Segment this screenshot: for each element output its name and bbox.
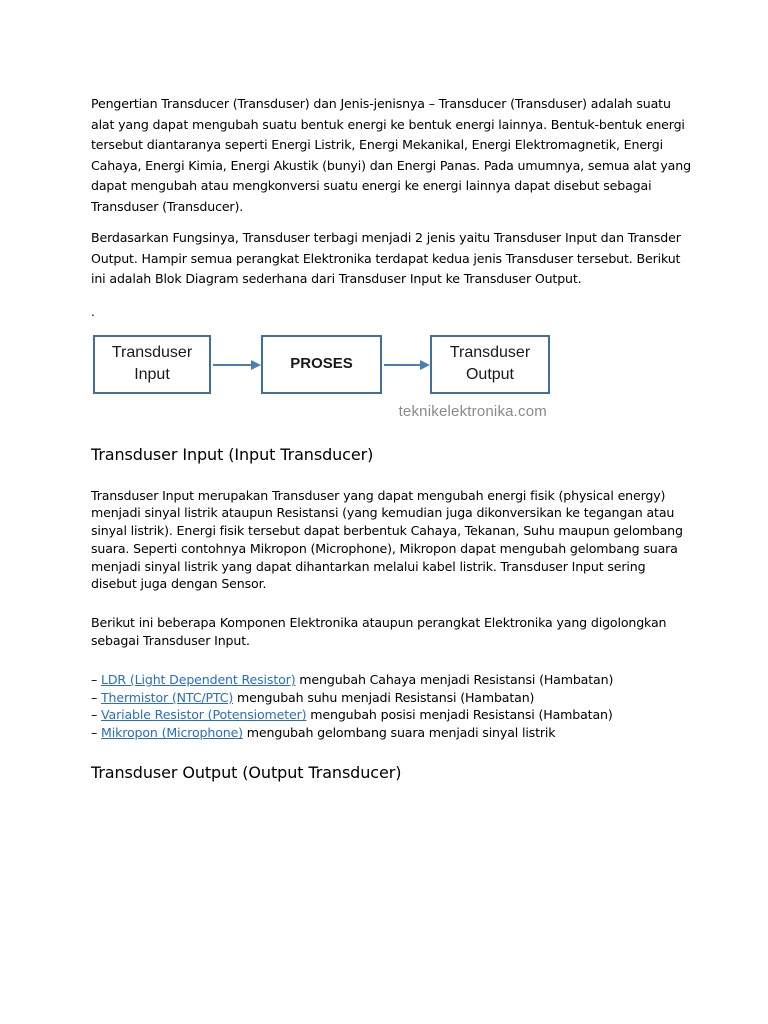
diagram-box-output: Transduser Output [430,335,550,394]
link-thermistor[interactable]: Thermistor (NTC/PTC) [101,689,234,705]
document-body [91,94,691,805]
link-ldr[interactable]: LDR (Light Dependent Resistor) [101,671,296,687]
block-diagram [93,335,553,435]
list-item: – LDR (Light Dependent Resistor) mengubah Cahaya menjadi Resistansi (Hambatan) [91,671,614,687]
component-list [91,671,691,742]
heading-output-transducer: Transduser Output (Output Transducer) [91,763,402,783]
heading-input-transducer: Transduser Input (Input Transducer) [91,444,374,464]
diagram-box-process: PROSES [261,335,382,394]
components-intro-paragraph: Berikut ini beberapa Komponen Elektronika ataupun perangkat Elektronika yang digolongkan sebagai Transduser Input. [91,615,667,649]
function-paragraph: Berdasarkan Fungsinya, Transduser terbagi menjadi 2 jenis yaitu Transduser Input dan Transder Output. Hampir semua perangkat Elektronika terdapat kedua jenis Transduser tersebut. Berikut ini adalah Blok Diagram sederhana dari Transduser Input ke Transduser Output. [91,230,681,286]
diagram-watermark: teknikelektronika.com [398,402,547,420]
link-mikropon[interactable]: Mikropon (Microphone) [101,725,243,741]
list-item: – Mikropon (Microphone) mengubah gelombang suara menjadi sinyal listrik [91,725,556,741]
diagram-box-input: Transduser Input [93,335,211,394]
link-variable-resistor[interactable]: Variable Resistor (Potensiometer) [101,707,307,723]
input-description-paragraph: Transduser Input merupakan Transduser yang dapat mengubah energi fisik (physical energy) menjadi sinyal listrik ataupun Resistansi (yang kemudian juga dikonversikan ke tegangan atau sinyal listrik). Energi fisik tersebut dapat berbentuk Cahaya, Tekanan, Suhu maupun gelombang suara. Seperti contohnya Mikropon (Microphone), Mikropon dapat mengubah gelombang suara menjadi sinyal listrik yang dapat dihantarkan melalui kabel listrik. Transduser Input sering disebut juga dengan Sensor. [91,487,683,592]
list-item: – Variable Resistor (Potensiometer) mengubah posisi menjadi Resistansi (Hambatan) [91,707,613,723]
intro-paragraph: Pengertian Transducer (Transduser) dan Jenis-jenisnya – Transducer (Transduser) adalah suatu alat yang dapat mengubah suatu bentuk energi ke bentuk energi lainnya. Bentuk-bentuk energi tersebut diantaranya seperti Energi Listrik, Energi Mekanikal, Energi Elektromagnetik, Energi Cahaya, Energi Kimia, Energi Akustik (bunyi) dan Energi Panas. Pada umumnya, semua alat yang dapat mengubah atau mengkonversi suatu energi ke energi lainnya dapat disebut sebagai Transduser (Transducer). [91,96,691,214]
list-item: – Thermistor (NTC/PTC) mengubah suhu menjadi Resistansi (Hambatan) [91,689,535,705]
separator-dot: . [91,304,95,319]
